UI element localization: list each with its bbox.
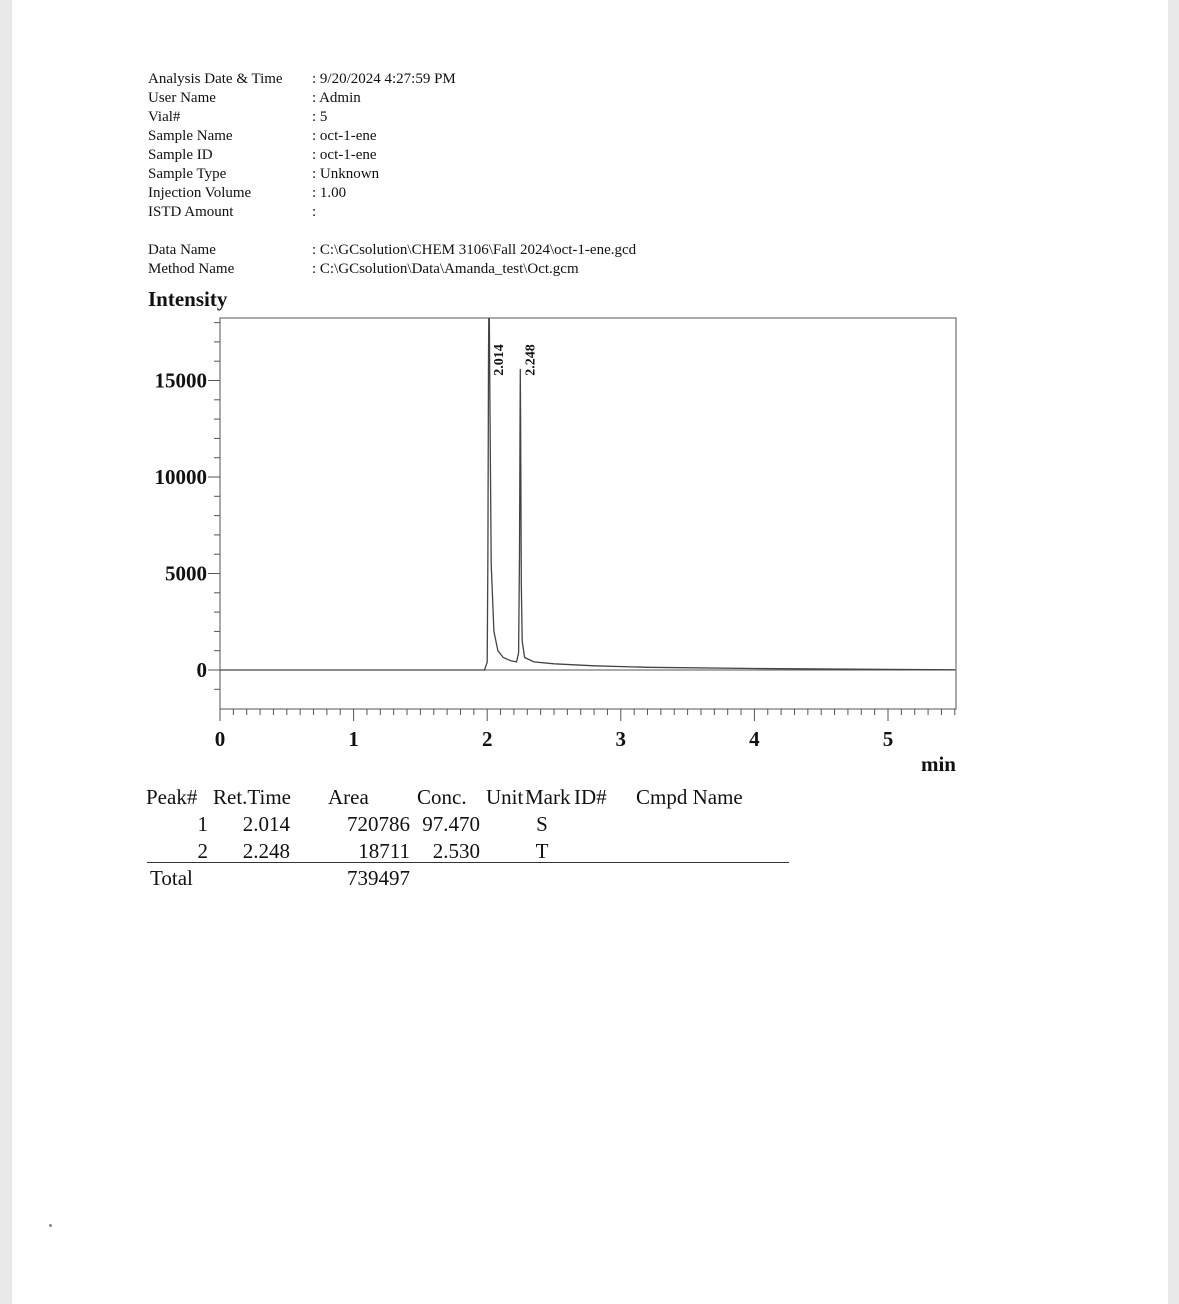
row1-ret-time: 2.014	[242, 812, 290, 836]
istd-amount-label: ISTD Amount	[148, 204, 234, 220]
vial-label: Vial#	[148, 109, 181, 125]
user-name-label: User Name	[148, 90, 216, 106]
sample-id-label: Sample ID	[148, 147, 213, 163]
sample-name-label: Sample Name	[148, 128, 233, 144]
chromatogram-chart	[12, 0, 1168, 800]
sample-type-label: Sample Type	[148, 166, 227, 182]
y-tick-label: 5000	[165, 561, 207, 586]
header-unit: Unit	[486, 785, 524, 809]
row1-mark: S	[536, 812, 548, 836]
injection-volume-label: Injection Volume	[148, 185, 252, 201]
header-ret-time: Ret.Time	[213, 785, 291, 809]
row1-peak: 1	[197, 812, 208, 836]
x-tick-label: 4	[749, 727, 760, 751]
y-tick-label: 10000	[154, 465, 207, 489]
analysis-date-value: : 9/20/2024 4:27:59 PM	[312, 71, 456, 87]
header-id: ID#	[574, 785, 607, 809]
x-tick-label: 5	[882, 727, 894, 751]
header-peak: Peak#	[146, 785, 198, 809]
total-area: 739497	[347, 866, 410, 890]
user-name-value: : Admin	[312, 90, 361, 106]
vial-value: : 5	[312, 109, 328, 125]
sample-type-value: : Unknown	[312, 166, 380, 182]
y-tick-label: 0	[196, 658, 207, 682]
injection-volume-value: : 1.00	[312, 185, 347, 201]
header-area: Area	[328, 785, 369, 809]
method-name-value: : C:\GCsolution\Data\Amanda_test\Oct.gcm	[312, 261, 579, 277]
peak-label: 2.248	[523, 344, 539, 376]
y-tick-label: 15000	[154, 368, 207, 393]
header-cmpd-name: Cmpd Name	[636, 785, 743, 809]
sample-id-value: : oct-1-ene	[312, 147, 377, 163]
method-name-label: Method Name	[148, 261, 235, 277]
row2-peak: 2	[197, 839, 208, 863]
sample-name-value: : oct-1-ene	[312, 128, 377, 144]
peak-label: 2.014	[492, 344, 508, 376]
x-tick-label: 2	[481, 727, 493, 751]
row2-area: 18711	[358, 839, 410, 863]
total-label: Total	[150, 866, 193, 890]
table-divider	[147, 862, 789, 863]
row2-mark: T	[535, 839, 549, 863]
y-axis-title: Intensity	[148, 287, 228, 311]
data-name-value: : C:\GCsolution\CHEM 3106\Fall 2024\oct-1-ene.gcd	[312, 242, 637, 258]
scan-artifact	[49, 1224, 52, 1227]
plot-frame	[220, 318, 956, 709]
chromatogram-trace	[220, 313, 955, 670]
x-tick-label: 3	[615, 727, 627, 751]
row1-conc: 97.470	[422, 812, 480, 836]
row2-conc: 2.530	[432, 839, 480, 863]
istd-amount-value: :	[312, 204, 317, 220]
report-page	[12, 0, 1168, 1304]
data-name-label: Data Name	[148, 242, 216, 258]
x-tick-label: 1	[348, 727, 359, 751]
x-axis-title: min	[920, 752, 956, 776]
x-tick-label: 0	[214, 727, 226, 751]
analysis-date-label: Analysis Date & Time	[148, 71, 283, 87]
row2-ret-time: 2.248	[242, 839, 290, 863]
row1-area: 720786	[347, 812, 410, 836]
header-conc: Conc.	[417, 785, 467, 809]
header-mark: Mark	[525, 785, 571, 809]
